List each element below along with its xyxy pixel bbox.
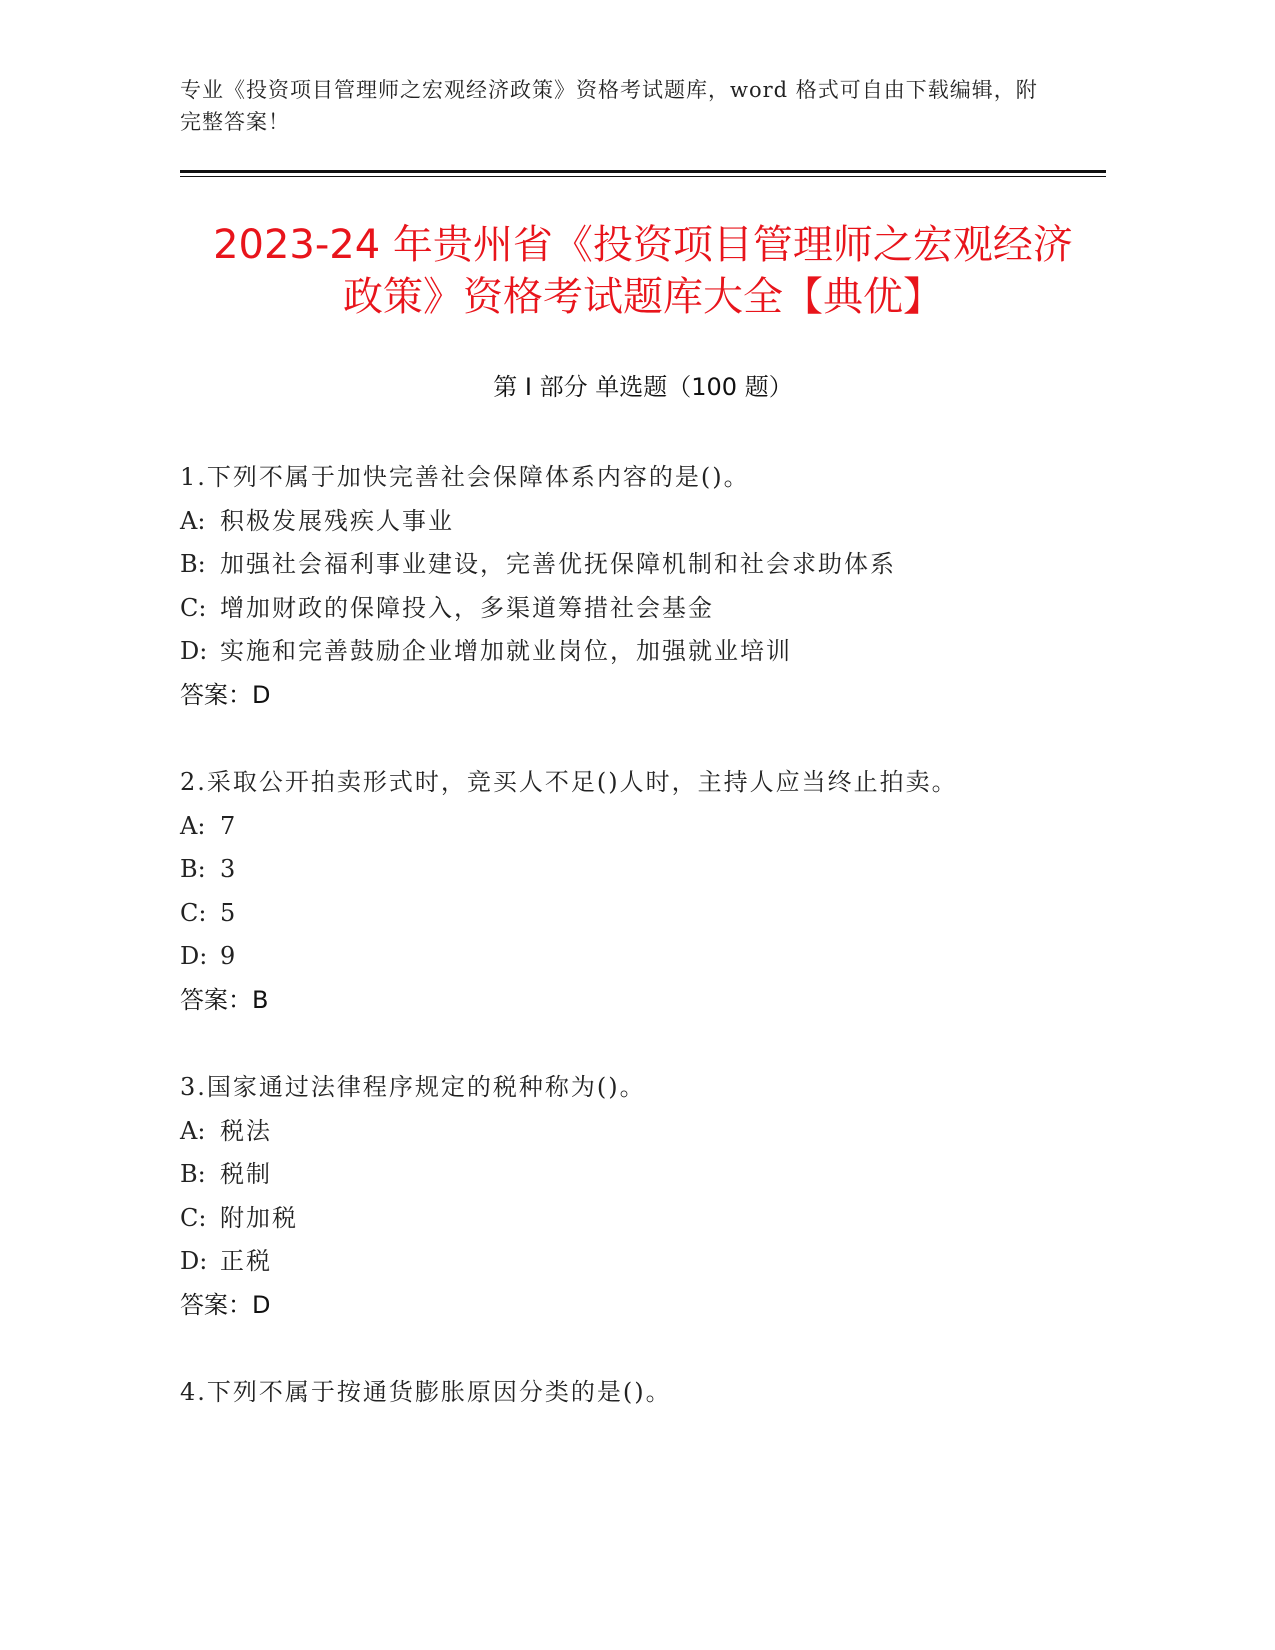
- option-text: 正税: [220, 1247, 272, 1275]
- answer-option: [180, 500, 1106, 544]
- answer-line: 答案：D: [180, 680, 271, 709]
- answer-option: [180, 805, 1106, 849]
- option-key: A:: [180, 1116, 206, 1145]
- option-key: C:: [180, 898, 207, 927]
- option-key: A:: [180, 811, 206, 840]
- option-text: 税制: [220, 1160, 272, 1188]
- option-key: B:: [180, 1160, 206, 1188]
- answer-option: [180, 1110, 1106, 1154]
- option-key: C:: [180, 593, 207, 622]
- option-key: B:: [180, 855, 206, 883]
- header-note: 专业《投资项目管理师之宏观经济政策》资格考试题库，word 格式可自由下载编辑，附完整答案！: [180, 78, 1038, 134]
- question-item: [180, 761, 1106, 1022]
- question-item: [180, 1066, 1106, 1327]
- answer-option: [180, 892, 1106, 936]
- answer-option: [180, 1240, 1106, 1284]
- option-key: C:: [180, 1203, 207, 1232]
- question-item: [180, 456, 1106, 717]
- answer-option: [180, 935, 1106, 979]
- answer-line: 答案：B: [180, 985, 269, 1014]
- answer-option: [180, 848, 1106, 892]
- option-text: 5: [220, 898, 238, 927]
- document-title: 2023-24 年贵州省《投资项目管理师之宏观经济政策》资格考试题库大全【典优】: [213, 222, 1073, 320]
- option-key: D:: [180, 1247, 208, 1275]
- question-stem: 4.下列不属于按通货膨胀原因分类的是()。: [180, 1378, 672, 1406]
- answer-option: [180, 587, 1106, 631]
- question-stem: 3.国家通过法律程序规定的税种称为()。: [180, 1073, 646, 1101]
- option-key: D:: [180, 942, 208, 970]
- header-divider-thick: [180, 170, 1106, 173]
- answer-option: [180, 1197, 1106, 1241]
- section-heading: 第 I 部分 单选题（100 题）: [493, 373, 793, 401]
- option-text: 增加财政的保障投入，多渠道筹措社会基金: [220, 593, 714, 622]
- option-text: 加强社会福利事业建设，完善优抚保障机制和社会求助体系: [220, 550, 896, 578]
- question-item: [180, 1371, 1106, 1415]
- answer-line: 答案：D: [180, 1290, 271, 1319]
- header-divider-thin: [180, 176, 1106, 177]
- question-stem: 1.下列不属于加快完善社会保障体系内容的是()。: [180, 463, 750, 491]
- answer-option: [180, 630, 1106, 674]
- option-key: A:: [180, 506, 206, 535]
- option-text: 3: [220, 855, 238, 883]
- option-text: 税法: [220, 1116, 272, 1145]
- option-text: 7: [220, 811, 238, 840]
- answer-option: [180, 1153, 1106, 1197]
- option-key: B:: [180, 550, 206, 578]
- option-text: 9: [220, 942, 238, 970]
- option-key: D:: [180, 637, 208, 665]
- option-text: 实施和完善鼓励企业增加就业岗位，加强就业培训: [220, 637, 792, 665]
- option-text: 积极发展残疾人事业: [220, 506, 454, 535]
- option-text: 附加税: [220, 1203, 298, 1232]
- answer-option: [180, 543, 1106, 587]
- question-list: [180, 456, 1106, 1459]
- question-stem: 2.采取公开拍卖形式时，竞买人不足()人时，主持人应当终止拍卖。: [180, 768, 958, 796]
